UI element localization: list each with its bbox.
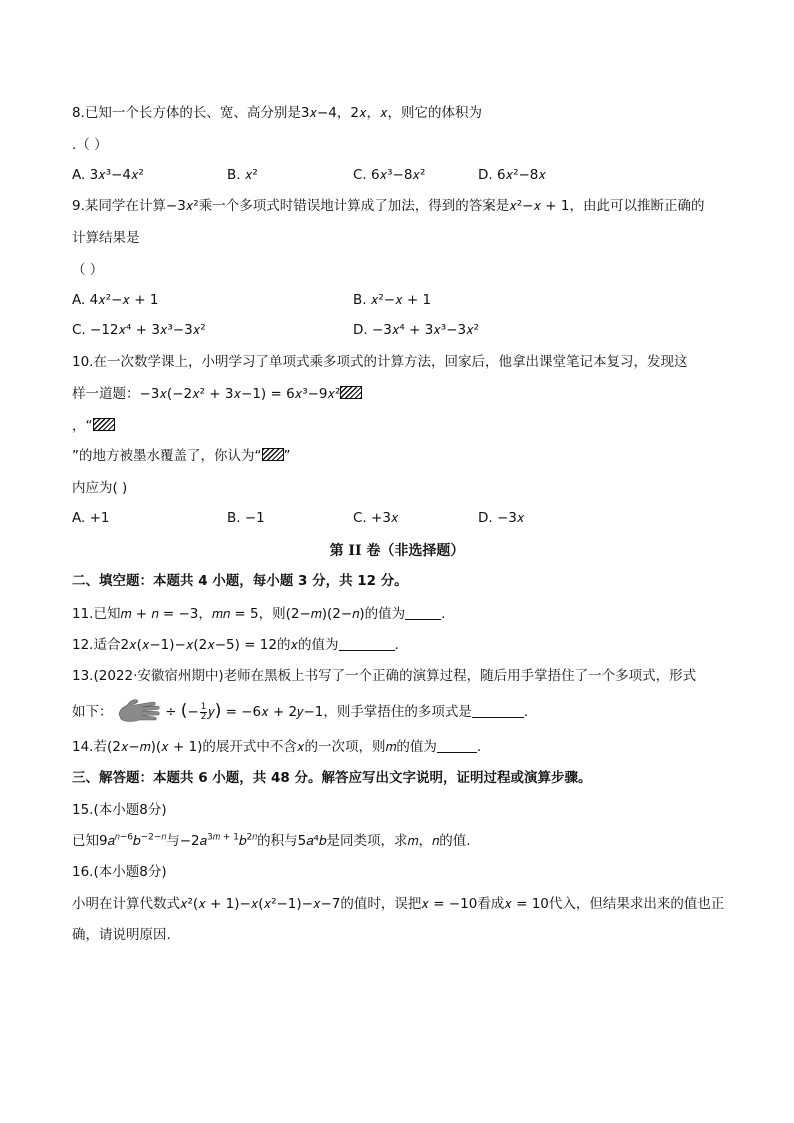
q15-text — [72, 832, 471, 850]
q13-frac-denominator: 2 — [200, 711, 207, 722]
q11 — [72, 605, 445, 623]
ink-blot-box — [262, 448, 284, 461]
q16-line1: 小明在计算代数式𝑥²(𝑥 + 1)−𝑥(𝑥²−1)−𝑥−7的值时，误把𝑥 = −10看成𝑥 = 10代入，但结果求出来的值也正 — [72, 896, 725, 912]
q16-title: 16.(本小题8分) — [72, 864, 167, 880]
q9-stem: 9.某同学在计算−3𝑥²乘一个多项式时错误地计算成了加法，得到的答案是𝑥²−𝑥 + 1，由此可以推断正确的 — [72, 198, 705, 214]
q8-option-c: C. 6𝑥³−8𝑥² — [353, 167, 426, 183]
q15-exp4: 2𝑛 — [246, 832, 258, 843]
q10-line4 — [72, 447, 291, 465]
q8-option-a: A. 3𝑥³−4𝑥² — [72, 167, 144, 183]
ink-blot-box — [340, 386, 362, 399]
q13-end: . — [523, 704, 529, 720]
q10-line3 — [72, 417, 115, 435]
q12-answer-blank — [339, 636, 395, 651]
q15-part4: 𝑏 — [239, 833, 247, 849]
q10-stem-cont — [72, 385, 362, 403]
q11-end: . — [441, 606, 446, 622]
q10-option-c: C. +3𝑥 — [353, 510, 399, 526]
q13-fraction — [200, 703, 208, 722]
q10-option-d: D. −3𝑥 — [478, 510, 525, 526]
q15-part5: 的积与5𝑎⁴𝑏是同类项，求𝑚，𝑛的值. — [257, 833, 471, 849]
q10-line4-text: ”的地方被墨水覆盖了，你认为“ — [72, 448, 262, 464]
q10-option-a: A. +1 — [72, 510, 110, 526]
section-3-heading: 三、解答题：本题共 6 小题，共 48 分。解答应写出文字说明，证明过程或演算步骤。 — [72, 770, 592, 786]
section-2-title: 第 II 卷（非选择题） — [329, 543, 465, 559]
q13-frac-sign: − — [187, 704, 199, 720]
q13-prefix: 如下： — [72, 704, 113, 720]
q16-line2: 确，请说明原因. — [72, 927, 171, 943]
q11-answer-blank — [405, 605, 441, 620]
q14-answer-blank — [437, 738, 477, 753]
q10-line4-end: ” — [283, 448, 291, 464]
q13-divide-sign: ÷ — [165, 704, 177, 720]
q10-stem: 10.在一次数学课上，小明学习了单项式乘多项式的计算方法，回家后，他拿出课堂笔记本复习，发现这 — [72, 354, 688, 370]
section-2-heading: 二、填空题：本题共 4 小题，每小题 3 分，共 12 分。 — [72, 573, 408, 589]
q9-option-b: B. 𝑥²−𝑥 + 1 — [353, 292, 432, 308]
q9-paren: （ ） — [72, 262, 104, 278]
ink-blot-box — [93, 418, 115, 431]
q10-line3-text: ，“ — [72, 418, 93, 434]
q8-stem: 8.已知一个长方体的长、宽、高分别是3𝑥−4，2𝑥，𝑥，则它的体积为 — [72, 105, 483, 121]
q8-option-b: B. 𝑥² — [227, 167, 258, 183]
q14-end: . — [476, 739, 482, 755]
q13-frac-var: 𝑦 — [208, 704, 215, 720]
q9-option-c: C. −12𝑥⁴ + 3𝑥³−3𝑥² — [72, 322, 206, 338]
q15-part1: 已知9𝑎 — [72, 833, 115, 849]
q13-answer-blank — [472, 703, 524, 718]
hand-icon — [117, 698, 161, 726]
q13-expression: 如下： ÷ (− $\frac{1}{2}$ 𝑦) = −6𝑥 + 2𝑦−1，则手掌捂住的多项式是 . — [72, 698, 528, 726]
q15-part2: 𝑏 — [133, 833, 141, 849]
q15-exp1: 𝑛−6 — [114, 832, 134, 843]
q13-stem: 13.(2022·安徽宿州期中)老师在黑板上书写了一个正确的演算过程，随后用手掌捂住了一个多项式，形式 — [72, 668, 697, 684]
q15-title: 15.(本小题8分) — [72, 802, 167, 818]
q13-rest: = −6𝑥 + 2𝑦−1，则手掌捂住的多项式是 — [221, 704, 472, 720]
q15-exp2: −2−𝑛 — [140, 832, 167, 843]
q12-end: . — [394, 637, 399, 653]
q10-equation: 样一道题：−3𝑥(−2𝑥² + 3𝑥−1) = 6𝑥³−9𝑥² — [72, 386, 341, 402]
q8-option-d: D. 6𝑥²−8𝑥 — [478, 167, 546, 183]
q9-option-d: D. −3𝑥⁴ + 3𝑥³−3𝑥² — [353, 322, 480, 338]
q9-stem-cont: 计算结果是 — [72, 230, 140, 246]
q11-text: 11.已知𝑚 + 𝑛 = −3，𝑚𝑛 = 5，则(2−𝑚)(2−𝑛)的值为 — [72, 606, 406, 622]
q13-frac-numerator: 1 — [200, 701, 207, 712]
q15-exp3: 3𝑚 + 1 — [206, 832, 239, 843]
q10-line5: 内应为( ) — [72, 480, 128, 496]
q9-option-a: A. 4𝑥²−𝑥 + 1 — [72, 292, 159, 308]
q10-option-b: B. −1 — [227, 510, 265, 526]
q14 — [72, 738, 481, 756]
q15-part3: 与−2𝑎 — [166, 833, 207, 849]
q12-text: 12.适合2𝑥(𝑥−1)−𝑥(2𝑥−5) = 12的𝑥的值为 — [72, 637, 339, 653]
q12 — [72, 636, 399, 654]
q8-paren: .（ ） — [72, 137, 108, 153]
q14-text: 14.若(2𝑥−𝑚)(𝑥 + 1)的展开式中不含𝑥的一次项，则𝑚的值为 — [72, 739, 437, 755]
